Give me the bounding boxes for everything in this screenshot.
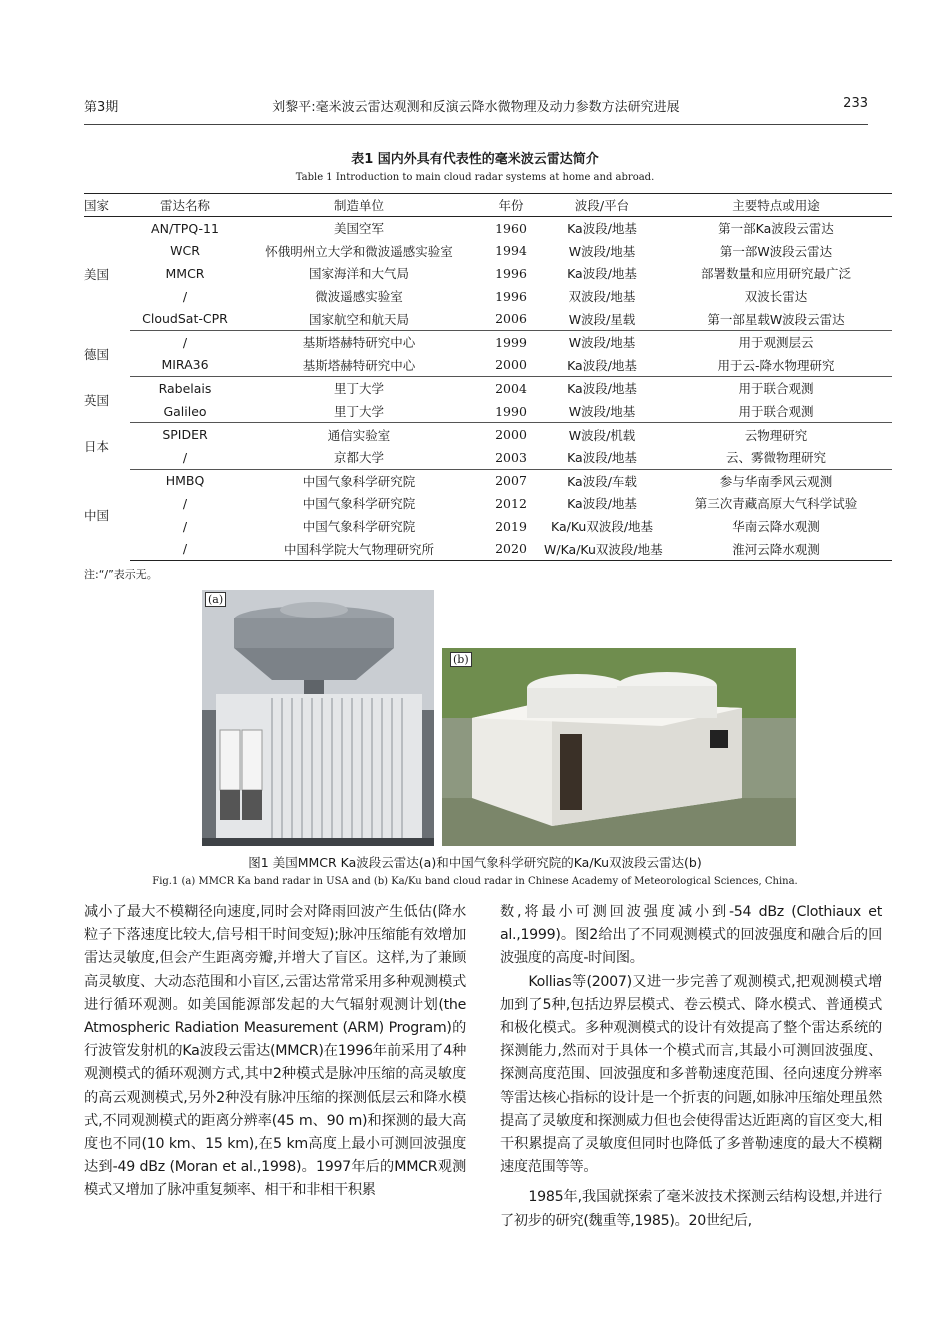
table-row [84,377,892,400]
band-platform-cell: W波段/地基 [544,400,660,423]
ka-ku-radar-photo [442,648,796,846]
column-header: 雷达名称 [130,194,240,217]
feature-cell: 第一部Ka波段云雷达 [718,221,834,237]
year-cell: 1996 [495,265,527,281]
figure-label-a: (a) [205,592,226,607]
feature-cell: 云、雾微物理研究 [660,446,892,469]
table-row [84,469,892,492]
year-cell: 1960 [495,220,527,236]
year-cell: 1990 [478,400,544,423]
manufacturer-cell: 国家海洋和大气局 [308,266,409,282]
band-platform-cell: Ka波段/地基 [567,381,637,397]
manufacturer-cell: 基斯塔赫特研究中心 [302,335,416,351]
table-row [84,446,892,469]
band-platform-cell: 双波段/地基 [568,289,636,305]
manufacturer-cell: 基斯塔赫特研究中心 [240,354,478,377]
band-platform-cell: W波段/地基 [568,243,636,259]
band-platform-cell: Ka波段/车载 [567,473,637,489]
manufacturer-cell: 中国气象科学研究院 [302,473,416,489]
feature-cell: 第一部W波段云雷达 [719,243,833,259]
table-row [84,262,892,285]
band-platform-cell: Ka波段/地基 [544,354,660,377]
manufacturer-cell: 怀俄明州立大学和微波遥感实验室 [265,243,453,259]
feature-cell: 云物理研究 [744,427,808,443]
year-cell: 1996 [495,288,527,304]
year-cell: 2007 [495,473,527,489]
table-row [84,400,892,423]
table-row [84,354,892,377]
feature-cell: 用于联合观测 [660,400,892,423]
figure-caption-english: Fig.1 (a) MMCR Ka band radar in USA and (b) Ka/Ku band cloud radar in Chinese Academy of Meteorological Sciences, China. [152,876,798,887]
band-platform-cell: Ka波段/地基 [567,266,637,282]
manufacturer-cell: 中国气象科学研究院 [302,496,416,512]
year-cell: 2000 [495,427,527,443]
feature-cell: 淮河云降水观测 [660,537,892,560]
feature-cell: 部署数量和应用研究最广泛 [700,266,851,282]
country-cell: 美国 [84,266,110,282]
issue-number: 第3期 [84,100,119,115]
year-cell: 2020 [478,537,544,560]
manufacturer-cell: 京都大学 [240,446,478,469]
year-cell: 2004 [495,380,527,396]
year-cell: 1999 [495,334,527,350]
table-row [84,492,892,515]
feature-cell: 参与华南季风云观测 [719,473,833,489]
year-cell: 2003 [478,446,544,469]
paragraph: 减小了最大不模糊径向速度,同时会对降雨回波产生低估(降水粒子下落速度比较大,信号相干时间变短);脉冲压缩能有效增加雷达灵敏度,但会产生距离旁瓣,并增大了盲区。这样,为了兼顾高灵敏度、大动态范围和小盲区,云雷达常常采用多种观测模式进行循环观测。如美国能源部发起的大气辐射观测计划(the Atmospheric Radiation Measurement (ARM) Program)的行波管发射机的Ka波段云雷达(MMCR)在1996年前采用了4种观测模式的循环观测方式,其中2种模式是脉冲压缩的高灵敏度的高云观测模式,另外2种没有脉冲压缩的探测低层云和降水模式,不同观测模式的距离分辨率(45 m、90 m)和探测的最大高度也不同(10 km、15 km),在5 km高度上最小可测回波强度达到-49 dBz (Moran et al.,1998)。1997年后的MMCR观测模式又增加了脉冲重复频率、相干和非相干积累 [84,904,466,1199]
feature-cell: 第三次青藏高原大气科学试验 [694,496,858,512]
year-cell: 2012 [495,495,527,511]
radar-name-cell: / [182,288,188,304]
header-rule [84,124,868,125]
table-title: 表1 国内外具有代表性的毫米波云雷达简介 [351,152,599,167]
column-header: 国家 [84,194,130,217]
radar-name-cell: Galileo [130,400,240,423]
paragraph: 数,将最小可测回波强度减小到-54 dBz (Clothiaux et al.,1999)。图2给出了不同观测模式的回波强度和融合后的回波强度的高度-时间图。 [500,904,882,967]
radar-name-cell: / [130,446,240,469]
column-header: 波段/平台 [544,194,660,217]
manufacturer-cell: 国家航空和航天局 [240,307,478,330]
radar-name-cell: / [182,518,188,534]
feature-cell: 用于联合观测 [738,381,814,397]
paragraph: Kollias等(2007)又进一步完善了观测模式,把观测模式增加到了5种,包括边界层模式、卷云模式、降水模式、普通模式和极化模式。多种观测模式的设计有效提高了整个雷达系统的探测能力,然而对于具体一个模式而言,其最小可测回波强度、探测高度范围、回波强度和多普勒速度范围、径向速度分辨率等雷达核心指标的设计是一个折衷的问题,如脉冲压缩处理虽然提高了灵敏度和探测威力但也会使得雷达近距离的盲区变大,相干积累提高了灵敏度但同时也降低了多普勒速度的最大不模糊速度范围等等。 [500,973,882,1176]
column-header: 主要特点或用途 [660,194,892,217]
table-row [84,515,892,538]
ka-ku-radar-illustration [442,648,796,846]
band-platform-cell: W波段/地基 [568,335,636,351]
band-platform-cell: Ka/Ku双波段/地基 [550,519,654,535]
country-cell: 日本 [84,438,110,454]
figure-caption: 图1 美国MMCR Ka波段云雷达(a)和中国气象科学研究院的Ka/Ku双波段云雷达(b) [248,855,702,870]
year-cell: 2019 [495,518,527,534]
manufacturer-cell: 中国科学院大气物理研究所 [240,537,478,560]
column-header: 制造单位 [240,194,478,217]
year-cell: 2000 [478,354,544,377]
table-row [84,307,892,330]
paragraph: 1985年,我国就探索了毫米波技术探测云结构设想,并进行了初步的研究(魏重等,1985)。20世纪后, [500,1189,882,1229]
radar-name-cell: SPIDER [162,427,208,443]
manufacturer-cell: 美国空军 [333,221,384,237]
body-column-left [84,901,466,1203]
band-platform-cell: Ka波段/地基 [567,221,637,237]
radar-table [84,193,892,561]
column-header: 年份 [478,194,544,217]
table-row [84,240,892,263]
figure-label-b: (b) [450,652,472,667]
running-header [84,96,868,118]
manufacturer-cell: 里丁大学 [240,400,478,423]
radar-name-cell: HMBQ [165,473,205,489]
radar-name-cell: WCR [170,243,200,259]
radar-name-cell: AN/TPQ-11 [151,220,219,236]
country-cell: 德国 [84,346,110,362]
table-row [84,423,892,446]
manufacturer-cell: 微波遥感实验室 [315,289,403,305]
manufacturer-cell: 中国气象科学研究院 [302,519,416,535]
band-platform-cell: W波段/星载 [544,307,660,330]
radar-name-cell: / [130,537,240,560]
feature-cell: 第一部星载W波段云雷达 [660,307,892,330]
year-cell: 1994 [495,243,527,259]
year-cell: 2006 [478,307,544,330]
body-column-right [500,901,882,1233]
radar-name-cell: MMCR [165,265,205,281]
band-platform-cell: W/Ka/Ku双波段/地基 [544,537,660,560]
table-row [84,217,892,240]
mmcr-radar-photo [202,590,434,846]
radar-name-cell: MIRA36 [130,354,240,377]
table-row [84,285,892,308]
feature-cell: 用于观测层云 [738,335,814,351]
running-title: 刘黎平:毫米波云雷达观测和反演云降水微物理及动力参数方法研究进展 [272,100,680,115]
feature-cell: 华南云降水观测 [732,519,820,535]
radar-name-cell: Rabelais [158,380,212,396]
table-row [84,330,892,353]
manufacturer-cell: 通信实验室 [327,427,391,443]
manufacturer-cell: 里丁大学 [333,381,384,397]
radar-name-cell: CloudSat-CPR [130,307,240,330]
feature-cell: 用于云-降水物理研究 [660,354,892,377]
page-number: 233 [843,96,868,111]
band-platform-cell: W波段/机载 [568,427,636,443]
table-title-english: Table 1 Introduction to main cloud radar systems at home and abroad. [295,172,655,183]
feature-cell: 双波长雷达 [744,289,808,305]
mmcr-radar-illustration [202,590,434,846]
table-row [84,537,892,560]
band-platform-cell: Ka波段/地基 [544,446,660,469]
band-platform-cell: Ka波段/地基 [567,496,637,512]
table-header-row [84,194,892,217]
radar-name-cell: / [182,334,188,350]
country-cell: 中国 [84,507,110,523]
table-note: 注:“/”表示无。 [84,568,158,581]
radar-name-cell: / [182,495,188,511]
country-cell: 英国 [84,392,110,408]
